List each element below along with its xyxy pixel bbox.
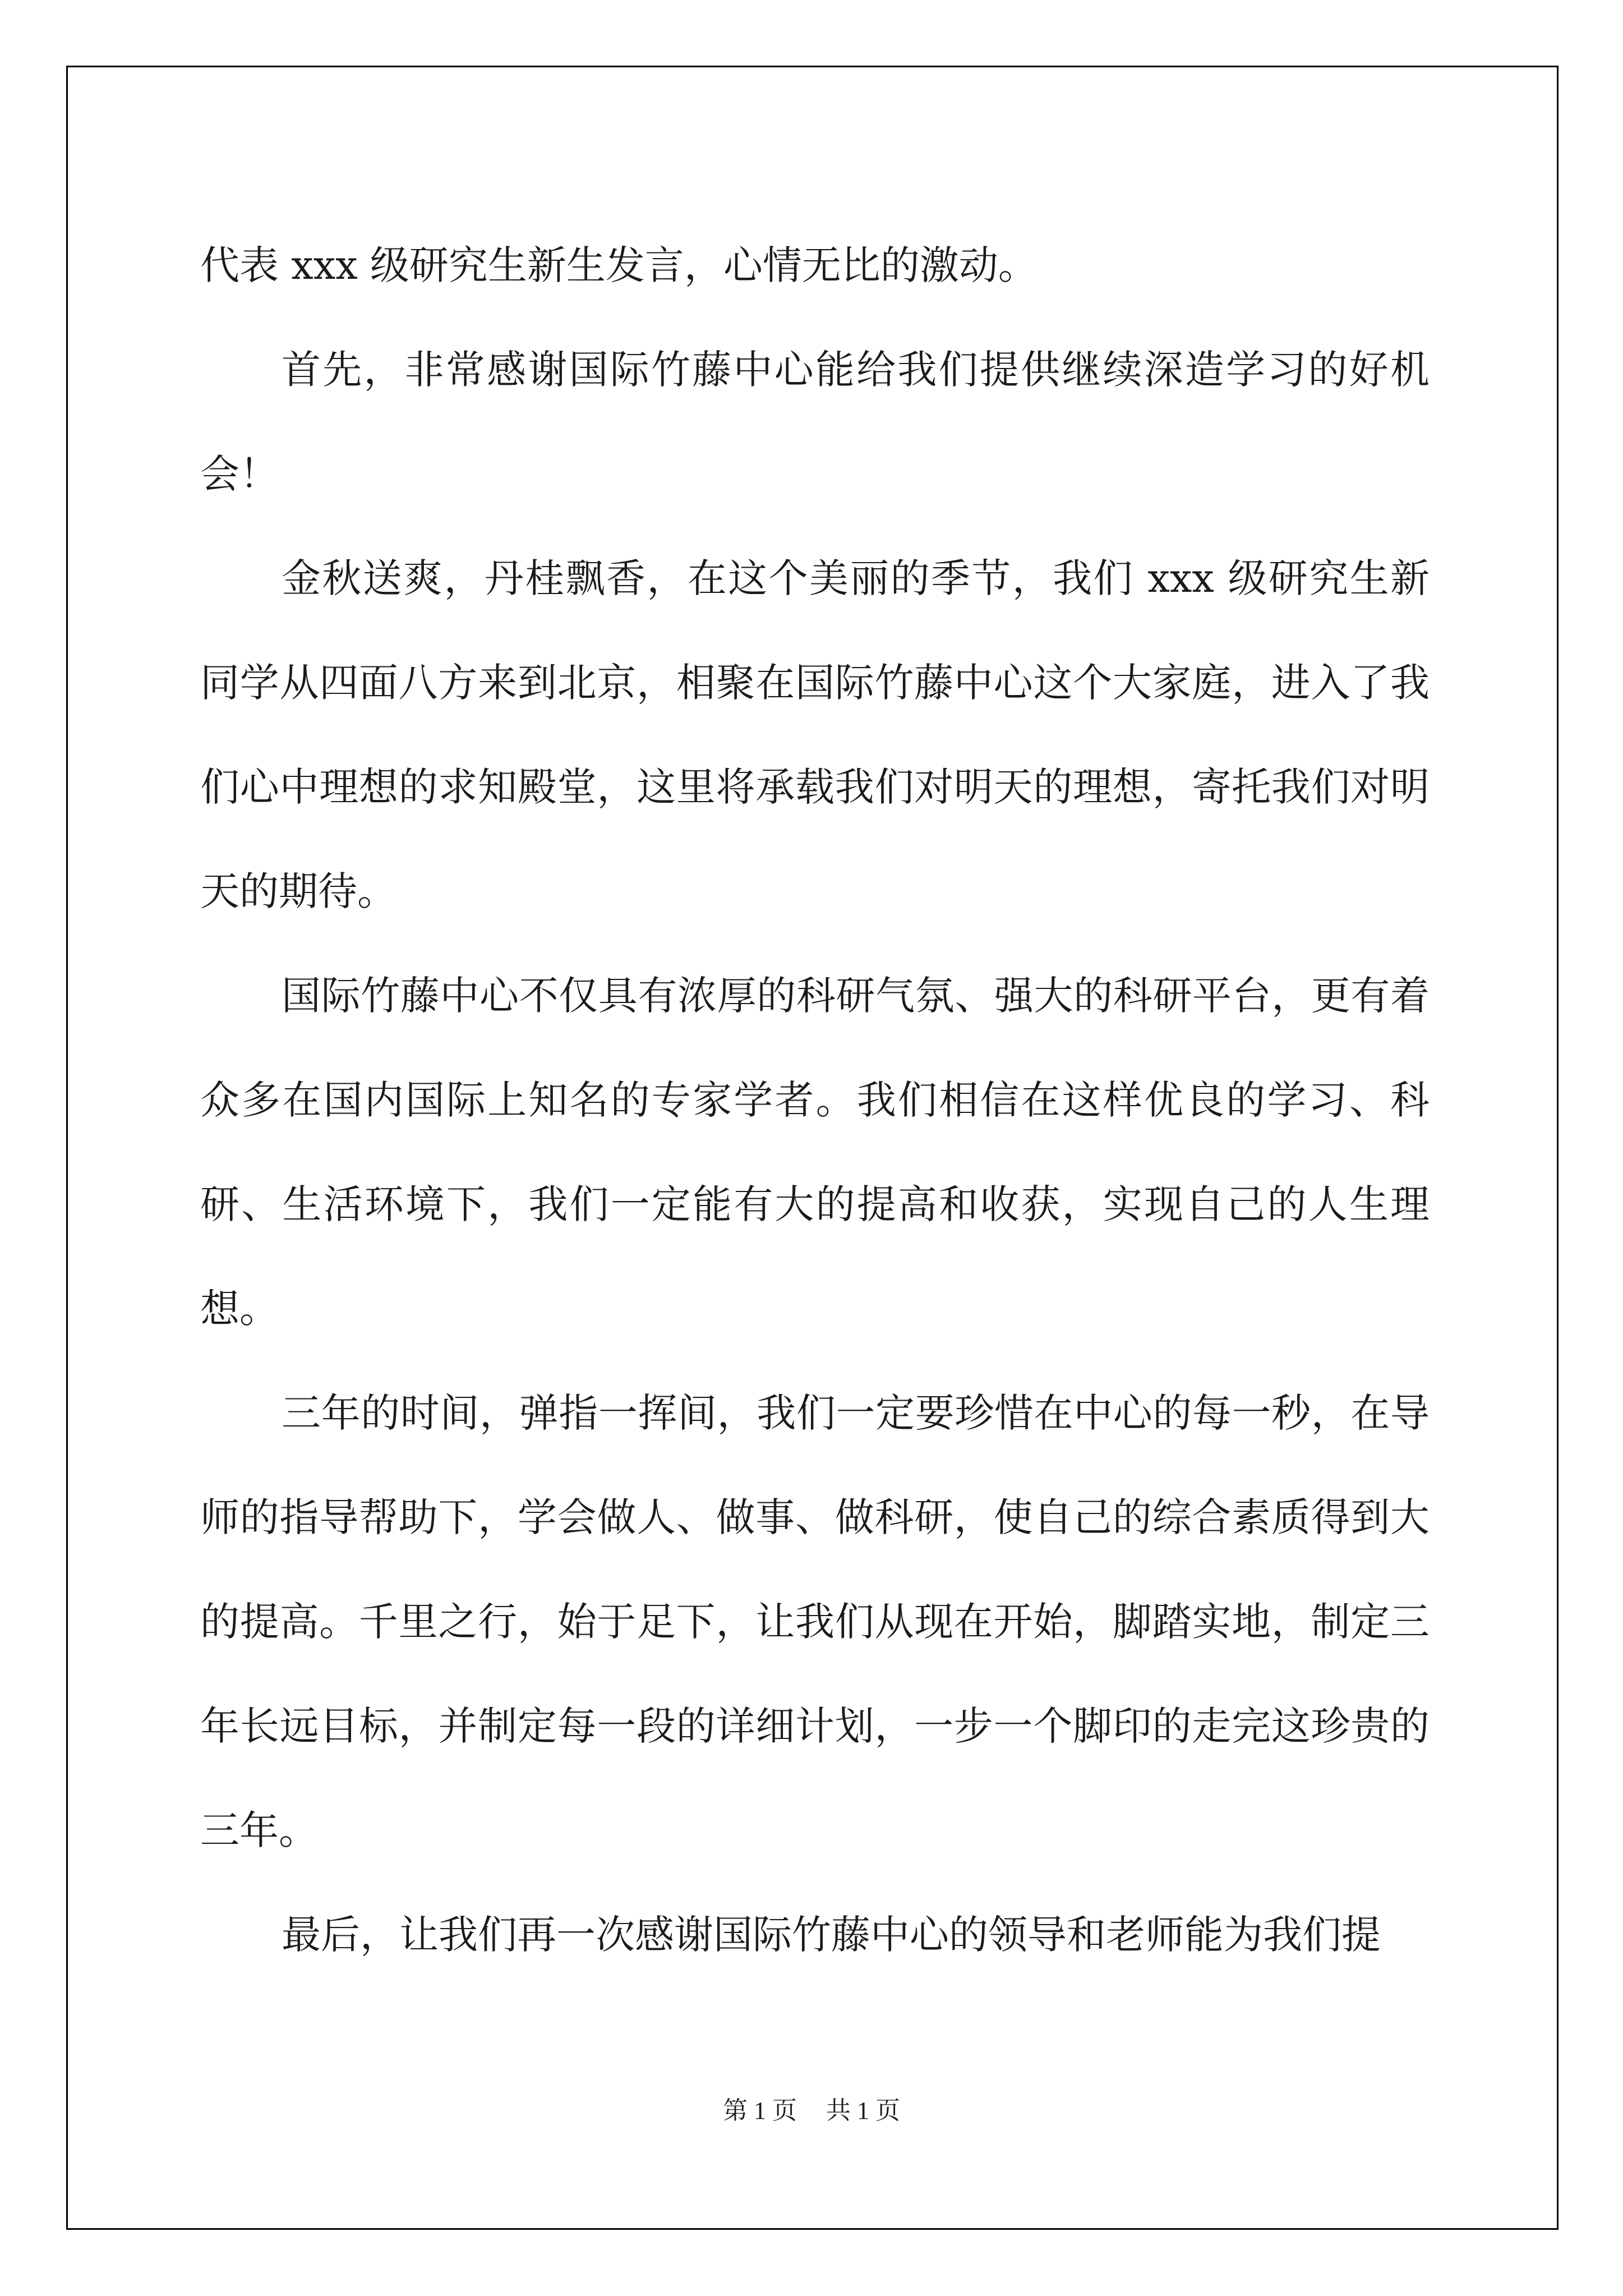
paragraph-4: 国际竹藤中心不仅具有浓厚的科研气氛、强大的科研平台，更有着众多在国内国际上知名的专家学者。我们相信在这样优良的学习、科研、生活环境下，我们一定能有大的提高和收获，实现自己的人生理想。	[200, 973, 1430, 1332]
paragraph-1: 代表 xxx 级研究生新生发言，心情无比的激动。	[200, 242, 1038, 288]
page-number-current: 第 1 页	[723, 2097, 797, 2124]
page-number-total: 共 1 页	[826, 2097, 900, 2124]
paragraph-2: 首先，非常感谢国际竹藤中心能给我们提供继续深造学习的好机会！	[200, 347, 1430, 497]
document-body	[200, 213, 1430, 1987]
paragraph-3: 金秋送爽，丹桂飘香，在这个美丽的季节，我们 xxx 级研究生新同学从四面八方来到北京，相聚在国际竹藤中心这个大家庭，进入了我们心中理想的求知殿堂，这里将承载我们对明天的理想，寄托我们对明天的期待。	[200, 555, 1430, 914]
paragraph-6: 最后，让我们再一次感谢国际竹藤中心的领导和老师能为我们提	[282, 1912, 1381, 1958]
paragraph-5: 三年的时间，弹指一挥间，我们一定要珍惜在中心的每一秒，在导师的指导帮助下，学会做人、做事、做科研，使自己的综合素质得到大的提高。千里之行，始于足下，让我们从现在开始，脚踏实地，制定三年长远目标，并制定每一段的详细计划，一步一个脚印的走完这珍贵的三年。	[200, 1390, 1430, 1853]
page-footer	[0, 2090, 1623, 2126]
